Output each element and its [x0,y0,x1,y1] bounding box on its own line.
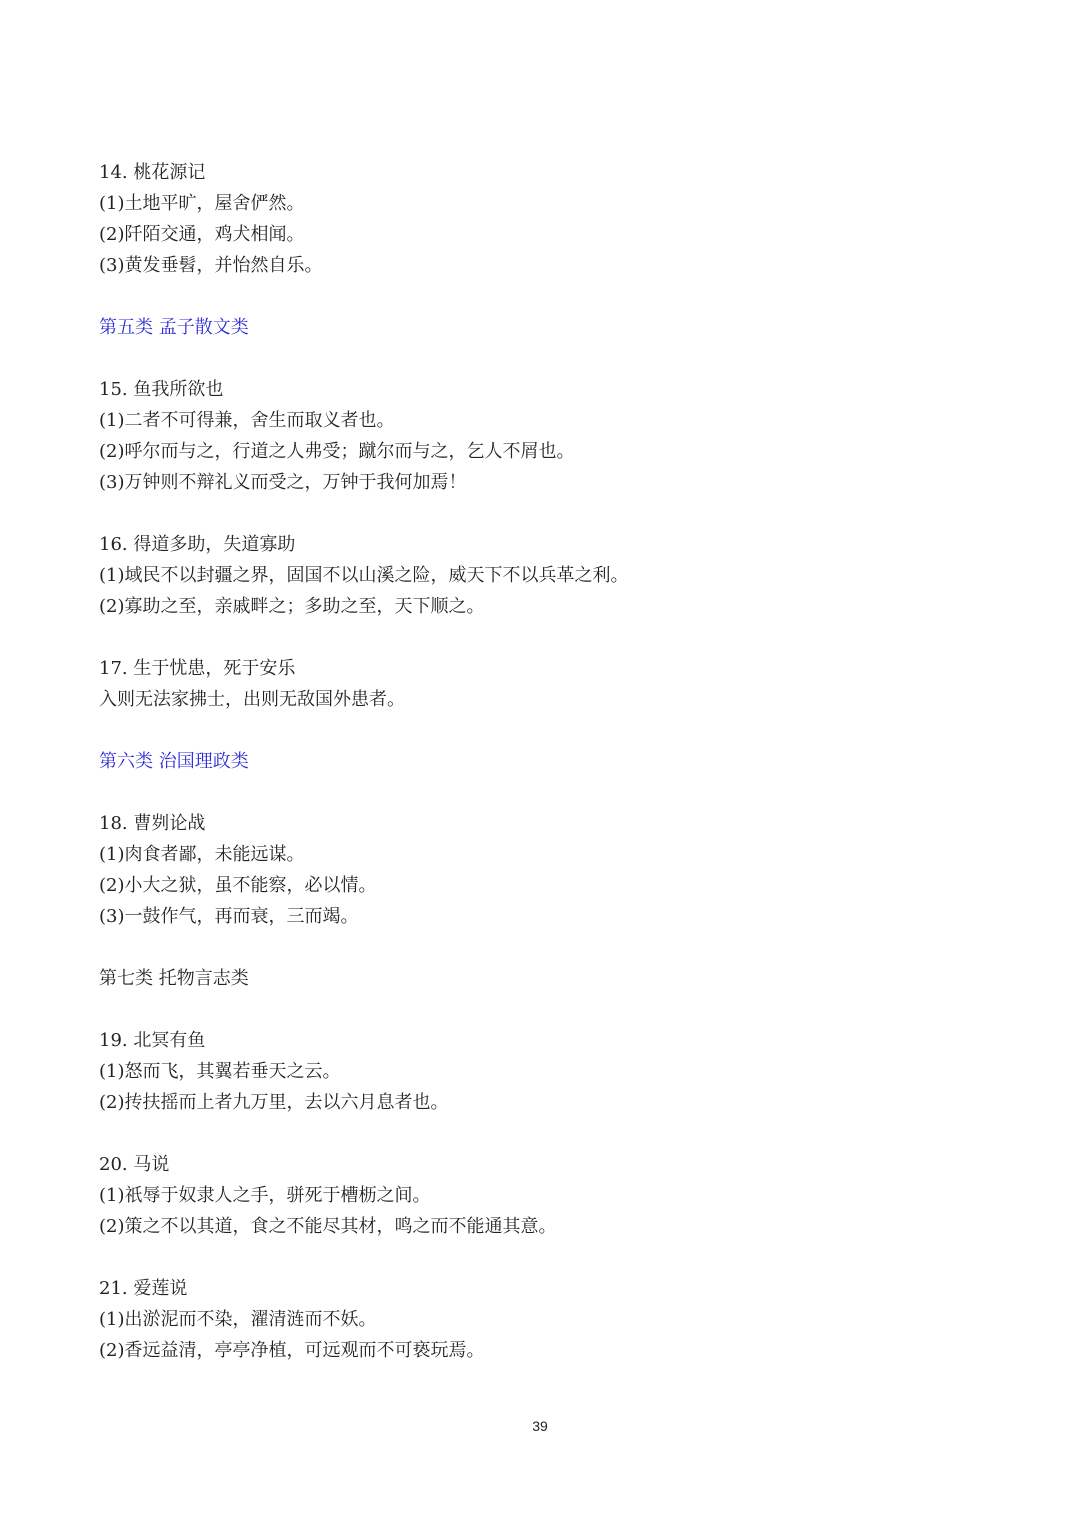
quote-line: (2)抟扶摇而上者九万里，去以六月息者也。 [99,1092,449,1113]
section-title-19: 19. 北冥有鱼 [99,1030,206,1051]
section-title-15: 15. 鱼我所欲也 [99,379,224,400]
quote-line: (1)肉食者鄙，未能远谋。 [99,844,305,865]
quote-line: (3)黄发垂髫，并怡然自乐。 [99,255,323,276]
section-title-20: 20. 马说 [99,1154,170,1175]
quote-line: (1)出淤泥而不染，濯清涟而不妖。 [99,1309,377,1330]
quote-line: (3)一鼓作气，再而衰，三而竭。 [99,906,359,927]
page-content [99,157,999,1366]
quote-line: (3)万钟则不辩礼义而受之，万钟于我何加焉！ [99,472,467,493]
quote-line: 入则无法家拂士，出则无敌国外患者。 [99,689,405,710]
quote-line: (1)域民不以封疆之界，固国不以山溪之险，威天下不以兵革之利。 [99,565,629,586]
quote-line: (2)呼尔而与之，行道之人弗受；蹴尔而与之，乞人不屑也。 [99,441,575,462]
quote-line: (2)策之不以其道，食之不能尽其材，鸣之而不能通其意。 [99,1216,557,1237]
category-heading-7: 第七类 托物言志类 [99,968,249,989]
section-title-16: 16. 得道多助，失道寡助 [99,534,296,555]
section-title-21: 21. 爱莲说 [99,1278,188,1299]
quote-line: (2)寡助之至，亲戚畔之；多助之至，天下顺之。 [99,596,485,617]
quote-line: (2)小大之狱，虽不能察，必以情。 [99,875,377,896]
section-title-17: 17. 生于忧患，死于安乐 [99,658,296,679]
quote-line: (2)香远益清，亭亭净植，可远观而不可亵玩焉。 [99,1340,485,1361]
quote-line: (1)土地平旷，屋舍俨然。 [99,193,305,214]
category-heading-6: 第六类 治国理政类 [99,751,249,772]
quote-line: (1)二者不可得兼，舍生而取义者也。 [99,410,395,431]
section-title-18: 18. 曹刿论战 [99,813,206,834]
quote-line: (1)怒而飞，其翼若垂天之云。 [99,1061,341,1082]
page-number: 39 [532,1418,548,1434]
section-title-14: 14. 桃花源记 [99,162,206,183]
category-heading-5: 第五类 孟子散文类 [99,317,249,338]
quote-line: (1)祇辱于奴隶人之手，骈死于槽枥之间。 [99,1185,431,1206]
quote-line: (2)阡陌交通，鸡犬相闻。 [99,224,305,245]
